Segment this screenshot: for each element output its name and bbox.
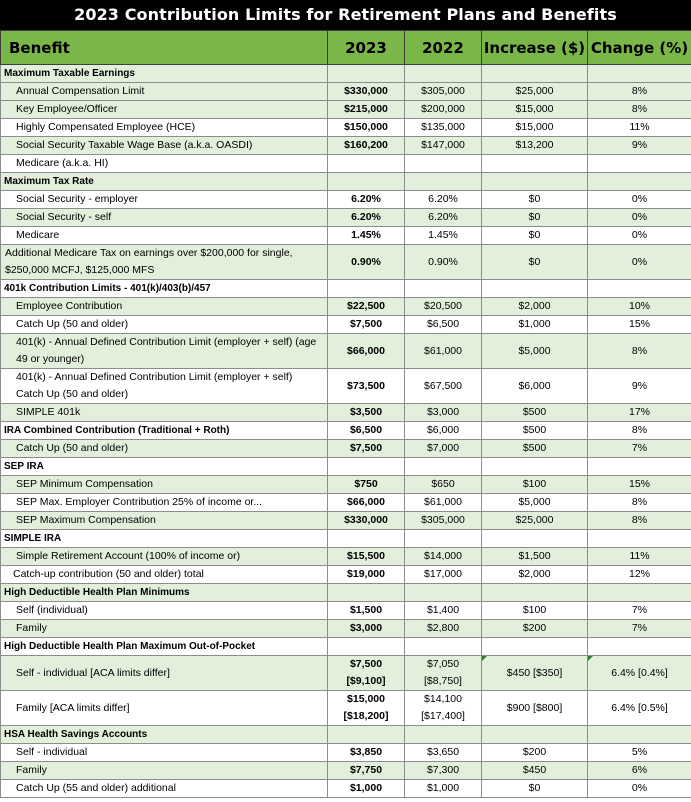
value-2022-primary: $7,050 <box>426 658 460 670</box>
value-increase: $0 <box>482 780 588 798</box>
table-row <box>1 155 691 173</box>
value-2023: $160,200 <box>328 137 405 155</box>
table-row <box>1 566 691 584</box>
value-2022: $200,000 <box>405 101 482 119</box>
value-2023: 0.90% <box>328 245 405 280</box>
value-change: 6% <box>588 762 691 780</box>
section-row <box>1 726 691 744</box>
value-2022: $67,500 <box>405 369 482 404</box>
value-change: 8% <box>588 494 691 512</box>
value-increase: $25,000 <box>482 83 588 101</box>
table-row <box>1 548 691 566</box>
value-2022: $7,000 <box>405 440 482 458</box>
row-label: Catch Up (50 and older) <box>1 316 328 334</box>
table-row <box>1 245 691 280</box>
value-change: 0% <box>588 191 691 209</box>
value-increase: $100 <box>482 476 588 494</box>
value-2023: $73,500 <box>328 369 405 404</box>
value-2023: 1.45% <box>328 227 405 245</box>
table-row <box>1 191 691 209</box>
value-change: 15% <box>588 476 691 494</box>
value-increase: $200 <box>482 744 588 762</box>
value-2023: 6.20% <box>328 191 405 209</box>
row-label: SIMPLE 401k <box>1 404 328 422</box>
value-2022: 6.20% <box>405 191 482 209</box>
header-2023: 2023 <box>328 31 405 65</box>
table-row <box>1 334 691 369</box>
value-2023-aca: [$9,100] <box>346 675 386 687</box>
table-row <box>1 298 691 316</box>
row-label: Self (individual) <box>1 602 328 620</box>
value-2023 <box>328 155 405 173</box>
row-label: Catch-up contribution (50 and older) total <box>1 566 328 584</box>
section-row <box>1 530 691 548</box>
section-row <box>1 638 691 656</box>
contribution-limits-table <box>0 30 691 798</box>
value-increase: $5,000 <box>482 494 588 512</box>
row-label: 401(k) - Annual Defined Contribution Limit (employer + self) (age 49 or younger) <box>1 334 328 369</box>
section-title: 401k Contribution Limits - 401(k)/403(b)/457 <box>1 280 328 298</box>
value-2022: $61,000 <box>405 334 482 369</box>
row-label: 401(k) - Annual Defined Contribution Limit (employer + self) Catch Up (50 and older) <box>1 369 328 404</box>
value-change: 9% <box>588 369 691 404</box>
value-2022: 0.90% <box>405 245 482 280</box>
value-increase: $0 <box>482 209 588 227</box>
value-2023: $6,500 <box>328 422 405 440</box>
table-row <box>1 744 691 762</box>
value-change: 11% <box>588 119 691 137</box>
value-increase: $0 <box>482 191 588 209</box>
value-change: 8% <box>588 101 691 119</box>
table-row <box>1 119 691 137</box>
value-2022: $135,000 <box>405 119 482 137</box>
value-change: 8% <box>588 422 691 440</box>
row-label: Highly Compensated Employee (HCE) <box>1 119 328 137</box>
table-row <box>1 440 691 458</box>
value-2023: $19,000 <box>328 566 405 584</box>
section-row <box>1 584 691 602</box>
value-2023: $66,000 <box>328 334 405 369</box>
value-change: 8% <box>588 83 691 101</box>
value-change: 7% <box>588 602 691 620</box>
value-increase: $200 <box>482 620 588 638</box>
value-2022: $61,000 <box>405 494 482 512</box>
header-row <box>1 31 691 65</box>
value-change: 9% <box>588 137 691 155</box>
value-2023 <box>328 656 405 691</box>
value-change: 6.4% [0.4%] <box>588 656 691 691</box>
value-increase: $900 [$800] <box>482 691 588 726</box>
section-row <box>1 65 691 83</box>
section-row <box>1 280 691 298</box>
value-change: 0% <box>588 209 691 227</box>
table-row <box>1 762 691 780</box>
value-2022: $305,000 <box>405 83 482 101</box>
value-2022: $147,000 <box>405 137 482 155</box>
value-increase: $15,000 <box>482 101 588 119</box>
row-label: Employee Contribution <box>1 298 328 316</box>
value-change: 8% <box>588 512 691 530</box>
table-row <box>1 494 691 512</box>
table-row <box>1 691 691 726</box>
section-row <box>1 173 691 191</box>
table-row <box>1 602 691 620</box>
value-2022 <box>405 155 482 173</box>
header-increase: Increase ($) <box>482 31 588 65</box>
value-2022: $7,300 <box>405 762 482 780</box>
table-row <box>1 780 691 798</box>
page-title: 2023 Contribution Limits for Retirement Plans and Benefits <box>0 0 691 30</box>
value-2023: $3,500 <box>328 404 405 422</box>
table-row <box>1 209 691 227</box>
value-2022: $14,000 <box>405 548 482 566</box>
value-2023: $3,850 <box>328 744 405 762</box>
header-benefit: Benefit <box>1 31 328 65</box>
value-increase: $2,000 <box>482 566 588 584</box>
value-change: 0% <box>588 780 691 798</box>
row-label: Social Security Taxable Wage Base (a.k.a. OASDI) <box>1 137 328 155</box>
table-row <box>1 101 691 119</box>
section-title: SEP IRA <box>1 458 328 476</box>
value-increase: $450 [$350] <box>482 656 588 691</box>
value-2022: $650 <box>405 476 482 494</box>
section-title: IRA Combined Contribution (Traditional + Roth) <box>1 422 328 440</box>
row-label: Social Security - self <box>1 209 328 227</box>
value-2023 <box>328 691 405 726</box>
value-2023: $330,000 <box>328 83 405 101</box>
value-increase: $15,000 <box>482 119 588 137</box>
table-row <box>1 404 691 422</box>
value-2023: $66,000 <box>328 494 405 512</box>
value-increase: $2,000 <box>482 298 588 316</box>
row-label: Family [ACA limits differ] <box>1 691 328 726</box>
value-2023: $1,500 <box>328 602 405 620</box>
section-title: High Deductible Health Plan Minimums <box>1 584 328 602</box>
value-change: 5% <box>588 744 691 762</box>
value-increase: $1,500 <box>482 548 588 566</box>
value-2023: $7,500 <box>328 440 405 458</box>
value-increase: $0 <box>482 245 588 280</box>
row-label: Additional Medicare Tax on earnings over $200,000 for single, $250,000 MCFJ, $125,000 MFS <box>1 245 328 280</box>
value-2022-aca: [$17,400] <box>421 710 465 722</box>
value-change: 10% <box>588 298 691 316</box>
value-change: 7% <box>588 620 691 638</box>
value-change: 7% <box>588 440 691 458</box>
row-label: Self - individual <box>1 744 328 762</box>
row-label: Key Employee/Officer <box>1 101 328 119</box>
table-row <box>1 316 691 334</box>
value-2023: $750 <box>328 476 405 494</box>
value-2022: $2,800 <box>405 620 482 638</box>
value-2022 <box>405 656 482 691</box>
value-2022: 6.20% <box>405 209 482 227</box>
value-change: 17% <box>588 404 691 422</box>
table-row <box>1 137 691 155</box>
value-increase: $500 <box>482 440 588 458</box>
value-2023: $22,500 <box>328 298 405 316</box>
row-label: Simple Retirement Account (100% of income or) <box>1 548 328 566</box>
section-title: HSA Health Savings Accounts <box>1 726 328 744</box>
value-2023: $15,500 <box>328 548 405 566</box>
value-2023: $1,000 <box>328 780 405 798</box>
section-title: SIMPLE IRA <box>1 530 328 548</box>
value-2022-aca: [$8,750] <box>424 675 462 687</box>
row-label: Family <box>1 762 328 780</box>
section-title: Maximum Tax Rate <box>1 173 328 191</box>
value-2022: $6,500 <box>405 316 482 334</box>
table-row <box>1 369 691 404</box>
value-change: 8% <box>588 334 691 369</box>
value-2023: $7,500 <box>328 316 405 334</box>
table-row <box>1 620 691 638</box>
value-2022: $6,000 <box>405 422 482 440</box>
header-2022: 2022 <box>405 31 482 65</box>
value-2023: $330,000 <box>328 512 405 530</box>
value-change <box>588 155 691 173</box>
value-2023: $150,000 <box>328 119 405 137</box>
value-increase <box>482 155 588 173</box>
table-row <box>1 476 691 494</box>
value-change: 11% <box>588 548 691 566</box>
value-2022: $20,500 <box>405 298 482 316</box>
row-label: SEP Minimum Compensation <box>1 476 328 494</box>
value-2022 <box>405 691 482 726</box>
row-label: Medicare <box>1 227 328 245</box>
value-2022: $3,650 <box>405 744 482 762</box>
value-2022: $1,000 <box>405 780 482 798</box>
value-change: 12% <box>588 566 691 584</box>
value-2023: 6.20% <box>328 209 405 227</box>
value-2022-primary: $14,100 <box>424 693 462 705</box>
value-change: 0% <box>588 227 691 245</box>
row-label: Self - individual [ACA limits differ] <box>1 656 328 691</box>
value-2023: $7,750 <box>328 762 405 780</box>
value-change: 6.4% [0.5%] <box>588 691 691 726</box>
value-2023: $215,000 <box>328 101 405 119</box>
row-label: Social Security - employer <box>1 191 328 209</box>
value-change: 15% <box>588 316 691 334</box>
value-2023-primary: $7,500 <box>349 658 383 670</box>
value-increase: $5,000 <box>482 334 588 369</box>
row-label: SEP Max. Employer Contribution 25% of income or... <box>1 494 328 512</box>
value-change: 0% <box>588 245 691 280</box>
value-2022: $305,000 <box>405 512 482 530</box>
value-increase: $25,000 <box>482 512 588 530</box>
header-change: Change (%) <box>588 31 691 65</box>
value-increase: $13,200 <box>482 137 588 155</box>
row-label: Catch Up (55 and older) additional <box>1 780 328 798</box>
row-label: Annual Compensation Limit <box>1 83 328 101</box>
value-increase: $450 <box>482 762 588 780</box>
section-row <box>1 458 691 476</box>
row-label: Family <box>1 620 328 638</box>
value-increase: $500 <box>482 422 588 440</box>
table-row <box>1 227 691 245</box>
value-increase: $1,000 <box>482 316 588 334</box>
value-increase: $500 <box>482 404 588 422</box>
table-row <box>1 656 691 691</box>
row-label: Medicare (a.k.a. HI) <box>1 155 328 173</box>
value-2022: 1.45% <box>405 227 482 245</box>
value-2022: $3,000 <box>405 404 482 422</box>
row-label: Catch Up (50 and older) <box>1 440 328 458</box>
value-increase: $100 <box>482 602 588 620</box>
value-2022: $1,400 <box>405 602 482 620</box>
row-label: SEP Maximum Compensation <box>1 512 328 530</box>
section-title: High Deductible Health Plan Maximum Out-of-Pocket <box>1 638 328 656</box>
value-2022: $17,000 <box>405 566 482 584</box>
table-row <box>1 512 691 530</box>
value-2023-aca: [$18,200] <box>343 710 389 722</box>
value-2023: $3,000 <box>328 620 405 638</box>
table-row <box>1 83 691 101</box>
section-row <box>1 422 691 440</box>
value-increase: $0 <box>482 227 588 245</box>
value-increase: $6,000 <box>482 369 588 404</box>
section-title: Maximum Taxable Earnings <box>1 65 328 83</box>
value-2023-primary: $15,000 <box>347 693 385 705</box>
